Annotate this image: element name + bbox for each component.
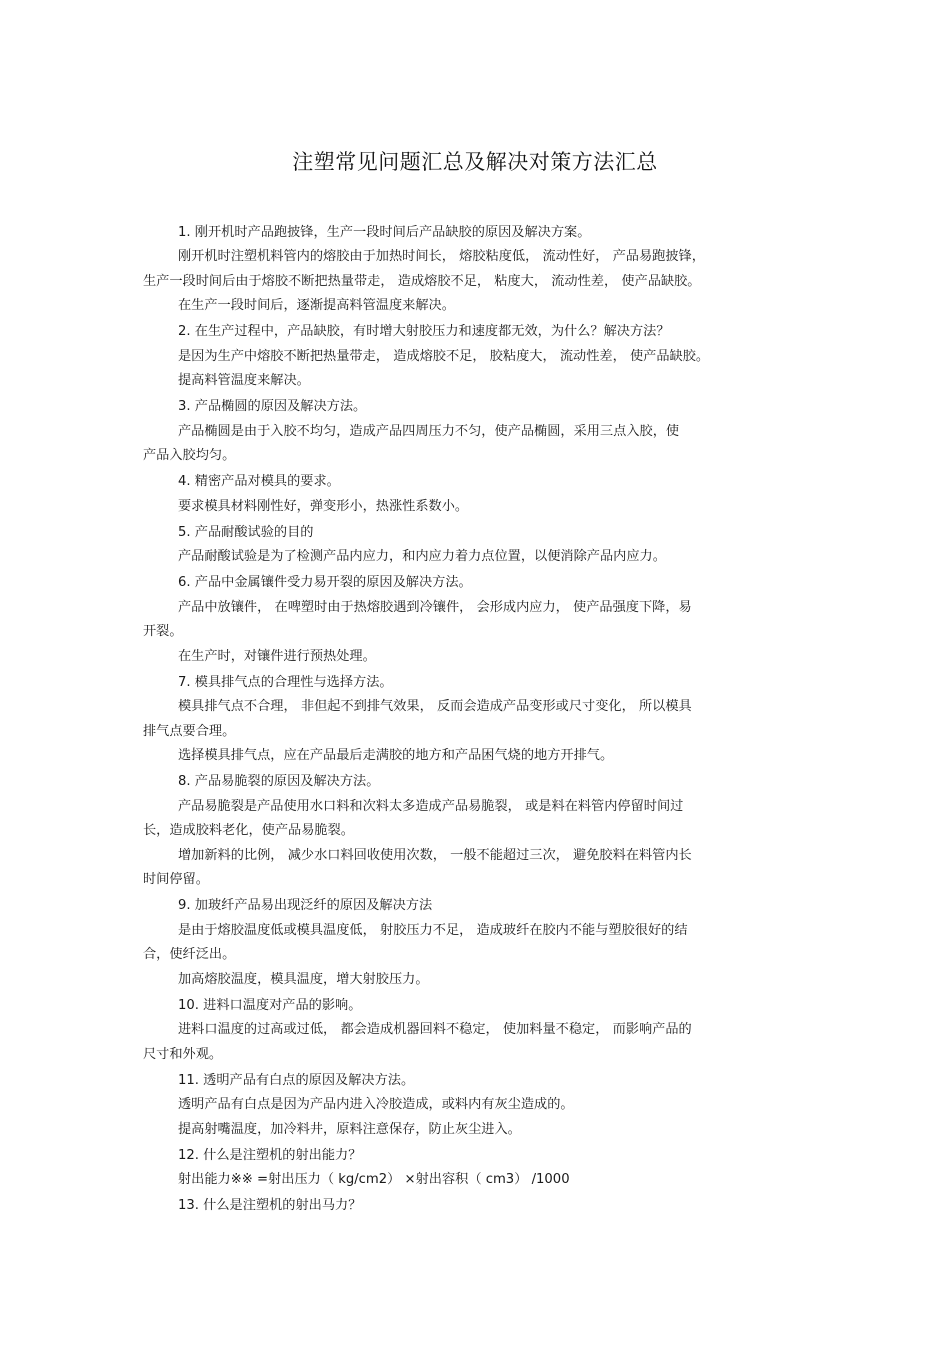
paragraph-line: 开裂。: [143, 624, 183, 639]
paragraph-line: 在生产时，对镶件进行预热处理。: [178, 648, 376, 664]
paragraph-line: 透明产品有白点是因为产品内进入冷胶造成，或料内有灰尘造成的。: [178, 1097, 574, 1112]
paragraph-line: 产品入胶均匀。: [143, 448, 236, 463]
paragraph-line: 提高射嘴温度，加冷料井，原料注意保存，防止灰尘进入。: [178, 1121, 521, 1137]
paragraph-line: 长，造成胶料老化，使产品易脆裂。: [143, 823, 354, 838]
paragraph-line: 产品易脆裂是产品使用水口料和次料太多造成产品易脆裂， 或是料在料管内停留时间过: [178, 798, 684, 814]
paragraph-line: 是由于熔胶温度低或模具温度低， 射胶压力不足， 造成玻纤在胶内不能与塑胶很好的结: [178, 922, 688, 938]
question-heading: 13. 什么是注塑机的射出马力？: [178, 1198, 362, 1213]
question-heading: 4. 精密产品对模具的要求。: [178, 474, 340, 489]
paragraph-line: 刚开机时注塑机料管内的熔胶由于加热时间长， 熔胶粘度低， 流动性好， 产品易跑披锋，: [178, 249, 705, 264]
question-heading: 6. 产品中金属镶件受力易开裂的原因及解决方法。: [178, 575, 472, 590]
document-body: [143, 219, 803, 1219]
question-heading: 2. 在生产过程中，产品缺胶，有时增大射胶压力和速度都无效，为什么？解决方法？: [178, 324, 670, 339]
question-heading: 5. 产品耐酸试验的目的: [178, 524, 314, 540]
page-title: 注塑常见问题汇总及解决对策方法汇总: [292, 150, 658, 174]
paragraph-line: 加高熔胶温度，模具温度，增大射胶压力。: [178, 971, 429, 987]
question-heading: 7. 模具排气点的合理性与选择方法。: [178, 674, 393, 690]
paragraph-line: 时间停留。: [143, 872, 209, 887]
paragraph-line: 生产一段时间后由于熔胶不断把热量带走， 造成熔胶不足， 粘度大， 流动性差， 使产品缺胶。: [143, 273, 701, 289]
paragraph-line: 是因为生产中熔胶不断把热量带走， 造成熔胶不足， 胶粘度大， 流动性差， 使产品缺胶。: [178, 348, 710, 364]
question-heading: 12. 什么是注塑机的射出能力？: [178, 1147, 362, 1163]
paragraph-line: 模具排气点不合理， 非但起不到排气效果， 反而会造成产品变形或尺寸变化， 所以模具: [178, 699, 692, 714]
paragraph-line: 尺寸和外观。: [143, 1046, 223, 1062]
paragraph-line: 射出能力※※ =射出压力（ kg/cm2） ×射出容积（ cm3） /1000: [178, 1172, 570, 1187]
question-heading: 11. 透明产品有白点的原因及解决方法。: [178, 1072, 415, 1088]
paragraph-line: 产品椭圆是由于入胶不均匀，造成产品四周压力不匀，使产品椭圆，采用三点入胶，使: [178, 423, 680, 439]
question-heading: 8. 产品易脆裂的原因及解决方法。: [178, 774, 380, 789]
paragraph-line: 增加新料的比例， 减少水口料回收使用次数， 一般不能超过三次， 避免胶料在料管内长: [178, 847, 692, 863]
paragraph-line: 产品耐酸试验是为了检测产品内应力，和内应力着力点位置，以便消除产品内应力。: [178, 549, 666, 564]
paragraph-line: 选择模具排气点，应在产品最后走满胶的地方和产品困气烧的地方开排气。: [178, 748, 614, 763]
paragraph-line: 合，使纤泛出。: [143, 947, 236, 962]
question-heading: 10. 进料口温度对产品的影响。: [178, 997, 362, 1013]
paragraph-line: 要求模具材料刚性好，弹变形小，热涨性系数小。: [178, 498, 469, 514]
paragraph-line: 产品中放镶件， 在啤塑时由于热熔胶遇到冷镶件， 会形成内应力， 使产品强度下降，易: [178, 599, 692, 615]
paragraph-line: 排气点要合理。: [143, 723, 236, 739]
question-heading: 3. 产品椭圆的原因及解决方法。: [178, 399, 367, 414]
paragraph-line: 进料口温度的过高或过低， 都会造成机器回料不稳定， 使加料量不稳定， 而影响产品的: [178, 1022, 692, 1037]
question-heading: 1. 刚开机时产品跑披锋，生产一段时间后产品缺胶的原因及解决方案。: [178, 224, 591, 240]
paragraph-line: 在生产一段时间后，逐渐提高料管温度来解决。: [178, 298, 455, 313]
question-heading: 9. 加玻纤产品易出现泛纤的原因及解决方法: [178, 898, 433, 913]
paragraph-line: 提高料管温度来解决。: [178, 373, 310, 388]
